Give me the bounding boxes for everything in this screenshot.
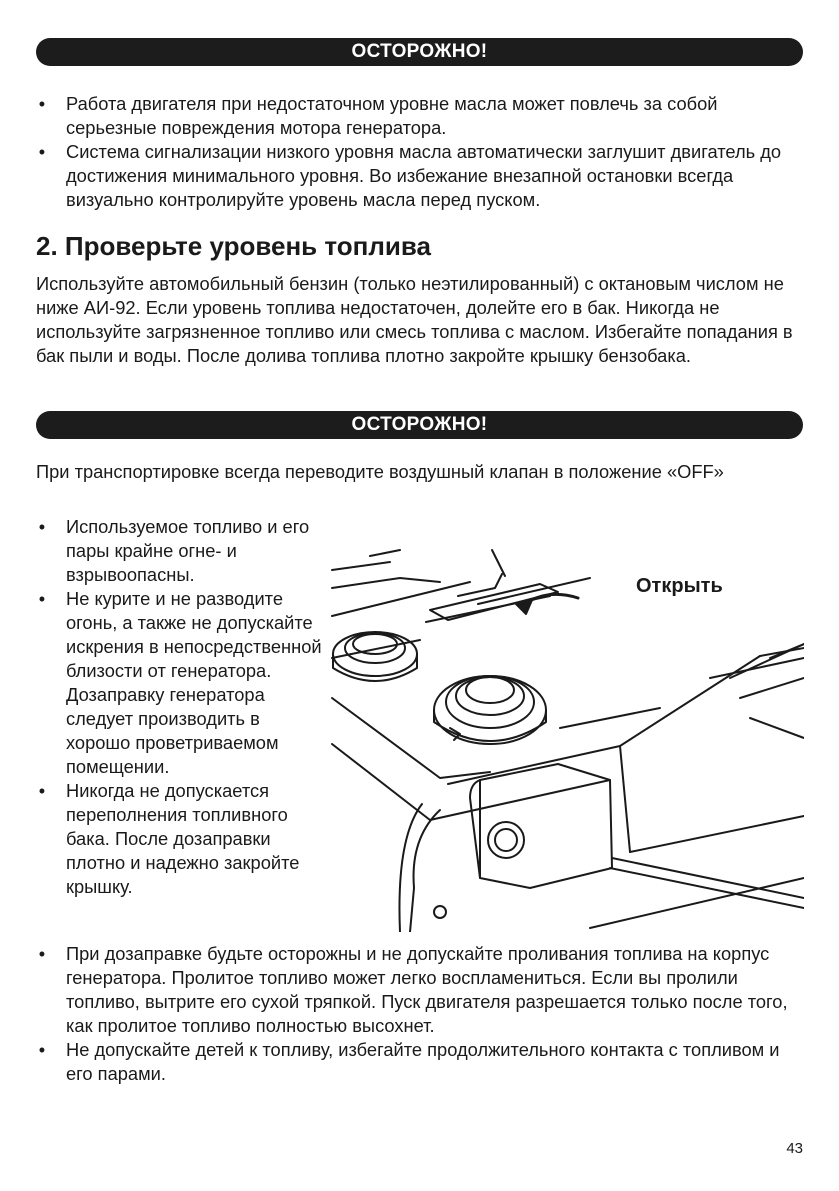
section-heading: 2. Проверьте уровень топлива — [36, 231, 431, 261]
fuel-safety-list — [36, 515, 328, 899]
open-label: Открыть — [636, 575, 723, 597]
page-number: 43 — [786, 1140, 803, 1157]
list-item: • Не допускайте детей к топливу, избегайте продолжительного контакта с топливом и его парами. — [38, 1039, 780, 1084]
warning-banner-title: ОСТОРОЖНО! — [351, 41, 488, 62]
warning-banner-top — [36, 38, 803, 66]
oil-warning-list — [36, 92, 806, 212]
transport-note: При транспортировке всегда переводите воздушный клапан в положение «OFF» — [36, 461, 724, 482]
warning-banner-title: ОСТОРОЖНО! — [351, 414, 488, 435]
list-item: • Система сигнализации низкого уровня масла автоматически заглушит двигатель до достижения минимального уровня. Во избежание внезапной остановки всегда визуально контролируйте уровень масла перед пуском. — [38, 141, 782, 210]
fuel-paragraph: Используйте автомобильный бензин (только неэтилированный) с октановым числом не ниже АИ-92. Если уровень топлива недостаточен, долейте его в бак. Никогда не используйте загрязненное топливо или смесь топлива с маслом. Избегайте попадания в бак пыли и воды. После долива топлива плотно закройте крышку бензобака. — [36, 273, 793, 366]
list-item: • Никогда не допускается переполнения топливного бака. После дозаправки плотно и надежно закройте крышку. — [38, 780, 300, 897]
fuel-handling-list — [36, 942, 806, 1086]
warning-banner-fuel — [36, 411, 803, 439]
list-item: • Не курите и не разводите огонь, а также не допускайте искрения в непосредственной близости от генератора. Дозаправку генератора следует производить в хорошо проветриваемом помещении. — [38, 588, 322, 777]
list-item: • При дозаправке будьте осторожны и не допускайте проливания топлива на корпус генератора. Пролитое топливо может легко воспламениться. Если вы пролили топливо, вытрите его сухой тряпкой. Пуск двигателя разрешается только после того, как пролитое топливо полностью высохнет. — [38, 943, 788, 1036]
fuel-cap-illustration — [330, 548, 804, 932]
list-item: • Используемое топливо и его пары крайне огне- и взрывоопасны. — [38, 516, 310, 585]
list-item: • Работа двигателя при недостаточном уровне масла может повлечь за собой серьезные повреждения мотора генератора. — [38, 93, 718, 138]
